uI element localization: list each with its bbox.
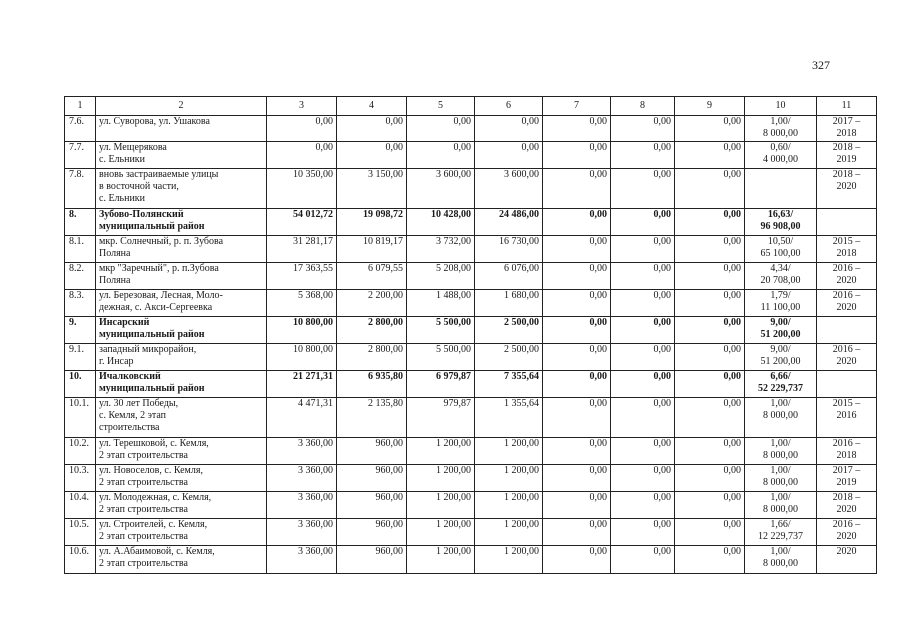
value-cell: 2 200,00	[337, 290, 407, 317]
value-cell: 960,00	[337, 546, 407, 574]
value-cell: 3 360,00	[267, 465, 337, 492]
row-index: 10.2.	[65, 438, 96, 465]
row-index: 10.6.	[65, 546, 96, 574]
value-cell: 0,00	[543, 169, 611, 209]
value-cell: 0,00	[543, 438, 611, 465]
value-cell: 0,00	[675, 371, 745, 398]
value-cell: 54 012,72	[267, 209, 337, 236]
column-header: 10	[745, 97, 817, 116]
value-cell: 0,00	[407, 142, 475, 169]
period-cell: 2018 – 2020	[817, 169, 877, 209]
ratio-cell: 0,60/ 4 000,00	[745, 142, 817, 169]
row-name: западный микрорайон, г. Инсар	[96, 344, 267, 371]
table-row	[65, 290, 877, 317]
period-cell: 2015 – 2016	[817, 398, 877, 438]
value-cell: 1 200,00	[475, 519, 543, 546]
value-cell: 1 488,00	[407, 290, 475, 317]
table-row	[65, 492, 877, 519]
value-cell: 0,00	[611, 398, 675, 438]
value-cell: 0,00	[611, 169, 675, 209]
column-header: 1	[65, 97, 96, 116]
table-row	[65, 546, 877, 574]
value-cell: 10 800,00	[267, 344, 337, 371]
row-index: 8.2.	[65, 263, 96, 290]
value-cell: 19 098,72	[337, 209, 407, 236]
row-name: ул. Суворова, ул. Ушакова	[96, 116, 267, 142]
value-cell: 0,00	[611, 344, 675, 371]
value-cell: 6 935,80	[337, 371, 407, 398]
table-body	[65, 97, 877, 574]
period-cell: 2016 – 2018	[817, 438, 877, 465]
row-index: 7.6.	[65, 116, 96, 142]
row-index: 7.7.	[65, 142, 96, 169]
period-cell: 2020	[817, 546, 877, 574]
ratio-cell: 1,00/ 8 000,00	[745, 546, 817, 574]
table-row	[65, 317, 877, 344]
value-cell: 0,00	[611, 290, 675, 317]
row-index: 10.4.	[65, 492, 96, 519]
value-cell: 5 208,00	[407, 263, 475, 290]
column-header: 11	[817, 97, 877, 116]
value-cell: 6 076,00	[475, 263, 543, 290]
value-cell: 0,00	[267, 116, 337, 142]
value-cell: 0,00	[675, 519, 745, 546]
value-cell: 0,00	[675, 344, 745, 371]
value-cell: 1 200,00	[407, 546, 475, 574]
period-cell: 2016 – 2020	[817, 290, 877, 317]
value-cell: 3 360,00	[267, 546, 337, 574]
row-name: Ичалковский муниципальный район	[96, 371, 267, 398]
value-cell: 16 730,00	[475, 236, 543, 263]
value-cell: 1 200,00	[475, 465, 543, 492]
value-cell: 0,00	[543, 371, 611, 398]
value-cell: 0,00	[611, 492, 675, 519]
value-cell: 0,00	[675, 317, 745, 344]
column-header: 7	[543, 97, 611, 116]
value-cell: 0,00	[543, 116, 611, 142]
value-cell: 0,00	[675, 236, 745, 263]
value-cell: 0,00	[675, 116, 745, 142]
value-cell: 0,00	[611, 317, 675, 344]
ratio-cell: 1,79/ 11 100,00	[745, 290, 817, 317]
value-cell: 960,00	[337, 519, 407, 546]
data-table	[64, 96, 877, 574]
value-cell: 0,00	[543, 492, 611, 519]
value-cell: 2 500,00	[475, 317, 543, 344]
value-cell: 10 800,00	[267, 317, 337, 344]
value-cell: 1 200,00	[407, 438, 475, 465]
value-cell: 0,00	[675, 398, 745, 438]
ratio-cell: 1,00/ 8 000,00	[745, 398, 817, 438]
ratio-cell: 1,00/ 8 000,00	[745, 465, 817, 492]
value-cell: 24 486,00	[475, 209, 543, 236]
ratio-cell: 1,00/ 8 000,00	[745, 438, 817, 465]
value-cell: 0,00	[675, 546, 745, 574]
ratio-cell: 16,63/ 96 908,00	[745, 209, 817, 236]
header-row	[65, 97, 877, 116]
value-cell: 10 350,00	[267, 169, 337, 209]
value-cell: 5 368,00	[267, 290, 337, 317]
value-cell: 6 079,55	[337, 263, 407, 290]
value-cell: 0,00	[611, 438, 675, 465]
ratio-cell: 9,00/ 51 200,00	[745, 317, 817, 344]
value-cell: 0,00	[611, 236, 675, 263]
value-cell: 960,00	[337, 492, 407, 519]
row-name: ул. Строителей, с. Кемля, 2 этап строительства	[96, 519, 267, 546]
period-cell: 2015 – 2018	[817, 236, 877, 263]
value-cell: 5 500,00	[407, 317, 475, 344]
value-cell: 960,00	[337, 438, 407, 465]
row-name: ул. Березовая, Лесная, Моло- дежная, с. Акси-Сергеевка	[96, 290, 267, 317]
value-cell: 0,00	[675, 492, 745, 519]
value-cell: 1 200,00	[407, 519, 475, 546]
row-name: Зубово-Полянский муниципальный район	[96, 209, 267, 236]
value-cell: 0,00	[543, 519, 611, 546]
value-cell: 1 200,00	[407, 465, 475, 492]
value-cell: 0,00	[543, 142, 611, 169]
value-cell: 1 200,00	[475, 546, 543, 574]
period-cell	[817, 209, 877, 236]
value-cell: 2 800,00	[337, 317, 407, 344]
column-header: 9	[675, 97, 745, 116]
value-cell: 0,00	[611, 371, 675, 398]
page-number: 327	[812, 58, 830, 72]
value-cell: 4 471,31	[267, 398, 337, 438]
value-cell: 0,00	[337, 116, 407, 142]
value-cell: 2 135,80	[337, 398, 407, 438]
value-cell: 0,00	[611, 263, 675, 290]
value-cell: 0,00	[543, 465, 611, 492]
value-cell: 3 732,00	[407, 236, 475, 263]
period-cell: 2017 – 2019	[817, 465, 877, 492]
value-cell: 0,00	[543, 236, 611, 263]
column-header: 4	[337, 97, 407, 116]
value-cell: 1 200,00	[475, 492, 543, 519]
value-cell: 0,00	[475, 142, 543, 169]
value-cell: 0,00	[267, 142, 337, 169]
value-cell: 0,00	[611, 546, 675, 574]
value-cell: 0,00	[675, 290, 745, 317]
value-cell: 0,00	[611, 465, 675, 492]
value-cell: 0,00	[543, 546, 611, 574]
value-cell: 10 819,17	[337, 236, 407, 263]
row-index: 8.	[65, 209, 96, 236]
value-cell: 0,00	[543, 344, 611, 371]
row-index: 9.	[65, 317, 96, 344]
period-cell: 2017 – 2018	[817, 116, 877, 142]
value-cell: 0,00	[543, 263, 611, 290]
value-cell: 0,00	[675, 142, 745, 169]
row-index: 10.3.	[65, 465, 96, 492]
value-cell: 7 355,64	[475, 371, 543, 398]
value-cell: 5 500,00	[407, 344, 475, 371]
value-cell: 0,00	[675, 263, 745, 290]
row-index: 8.3.	[65, 290, 96, 317]
period-cell: 2018 – 2020	[817, 492, 877, 519]
value-cell: 21 271,31	[267, 371, 337, 398]
row-index: 7.8.	[65, 169, 96, 209]
table-row	[65, 438, 877, 465]
column-header: 8	[611, 97, 675, 116]
value-cell: 0,00	[675, 169, 745, 209]
row-name: ул. Новоселов, с. Кемля, 2 этап строительства	[96, 465, 267, 492]
table-row	[65, 116, 877, 142]
value-cell: 979,87	[407, 398, 475, 438]
row-name: ул. 30 лет Победы, с. Кемля, 2 этап строительства	[96, 398, 267, 438]
value-cell: 0,00	[675, 209, 745, 236]
value-cell: 3 150,00	[337, 169, 407, 209]
ratio-cell: 1,66/ 12 229,737	[745, 519, 817, 546]
value-cell: 0,00	[611, 519, 675, 546]
value-cell: 3 360,00	[267, 519, 337, 546]
value-cell: 0,00	[611, 116, 675, 142]
table-row	[65, 519, 877, 546]
value-cell: 0,00	[543, 398, 611, 438]
row-name: Инсарский муниципальный район	[96, 317, 267, 344]
row-name: мкр. Солнечный, р. п. Зубова Поляна	[96, 236, 267, 263]
table-row	[65, 465, 877, 492]
row-name: мкр "Заречный", р. п.Зубова Поляна	[96, 263, 267, 290]
value-cell: 1 200,00	[475, 438, 543, 465]
ratio-cell: 9,00/ 51 200,00	[745, 344, 817, 371]
value-cell: 6 979,87	[407, 371, 475, 398]
period-cell: 2016 – 2020	[817, 263, 877, 290]
value-cell: 0,00	[407, 116, 475, 142]
value-cell: 17 363,55	[267, 263, 337, 290]
row-name: ул. А.Абаимовой, с. Кемля, 2 этап строительства	[96, 546, 267, 574]
period-cell	[817, 317, 877, 344]
ratio-cell	[745, 169, 817, 209]
value-cell: 0,00	[675, 465, 745, 492]
row-index: 9.1.	[65, 344, 96, 371]
value-cell: 0,00	[543, 317, 611, 344]
row-index: 8.1.	[65, 236, 96, 263]
table-row	[65, 344, 877, 371]
value-cell: 0,00	[337, 142, 407, 169]
row-index: 10.5.	[65, 519, 96, 546]
ratio-cell: 10,50/ 65 100,00	[745, 236, 817, 263]
value-cell: 2 800,00	[337, 344, 407, 371]
value-cell: 10 428,00	[407, 209, 475, 236]
ratio-cell: 6,66/ 52 229,737	[745, 371, 817, 398]
value-cell: 3 360,00	[267, 438, 337, 465]
value-cell: 3 600,00	[475, 169, 543, 209]
value-cell: 31 281,17	[267, 236, 337, 263]
table-row	[65, 169, 877, 209]
table-row	[65, 209, 877, 236]
period-cell: 2016 – 2020	[817, 519, 877, 546]
value-cell: 0,00	[675, 438, 745, 465]
value-cell: 3 360,00	[267, 492, 337, 519]
column-header: 2	[96, 97, 267, 116]
table-row	[65, 142, 877, 169]
ratio-cell: 1,00/ 8 000,00	[745, 116, 817, 142]
value-cell: 0,00	[611, 209, 675, 236]
column-header: 3	[267, 97, 337, 116]
value-cell: 1 355,64	[475, 398, 543, 438]
column-header: 6	[475, 97, 543, 116]
value-cell: 1 680,00	[475, 290, 543, 317]
value-cell: 3 600,00	[407, 169, 475, 209]
table-row	[65, 398, 877, 438]
row-index: 10.	[65, 371, 96, 398]
period-cell	[817, 371, 877, 398]
value-cell: 0,00	[543, 290, 611, 317]
value-cell: 2 500,00	[475, 344, 543, 371]
value-cell: 0,00	[475, 116, 543, 142]
row-name: вновь застраиваемые улицы в восточной части, с. Ельники	[96, 169, 267, 209]
row-index: 10.1.	[65, 398, 96, 438]
value-cell: 1 200,00	[407, 492, 475, 519]
table-row	[65, 263, 877, 290]
ratio-cell: 1,00/ 8 000,00	[745, 492, 817, 519]
period-cell: 2016 – 2020	[817, 344, 877, 371]
table-row	[65, 371, 877, 398]
value-cell: 960,00	[337, 465, 407, 492]
period-cell: 2018 – 2019	[817, 142, 877, 169]
column-header: 5	[407, 97, 475, 116]
row-name: ул. Молодежная, с. Кемля, 2 этап строительства	[96, 492, 267, 519]
value-cell: 0,00	[611, 142, 675, 169]
row-name: ул. Терешковой, с. Кемля, 2 этап строительства	[96, 438, 267, 465]
row-name: ул. Мещерякова с. Ельники	[96, 142, 267, 169]
ratio-cell: 4,34/ 20 708,00	[745, 263, 817, 290]
table-row	[65, 236, 877, 263]
value-cell: 0,00	[543, 209, 611, 236]
